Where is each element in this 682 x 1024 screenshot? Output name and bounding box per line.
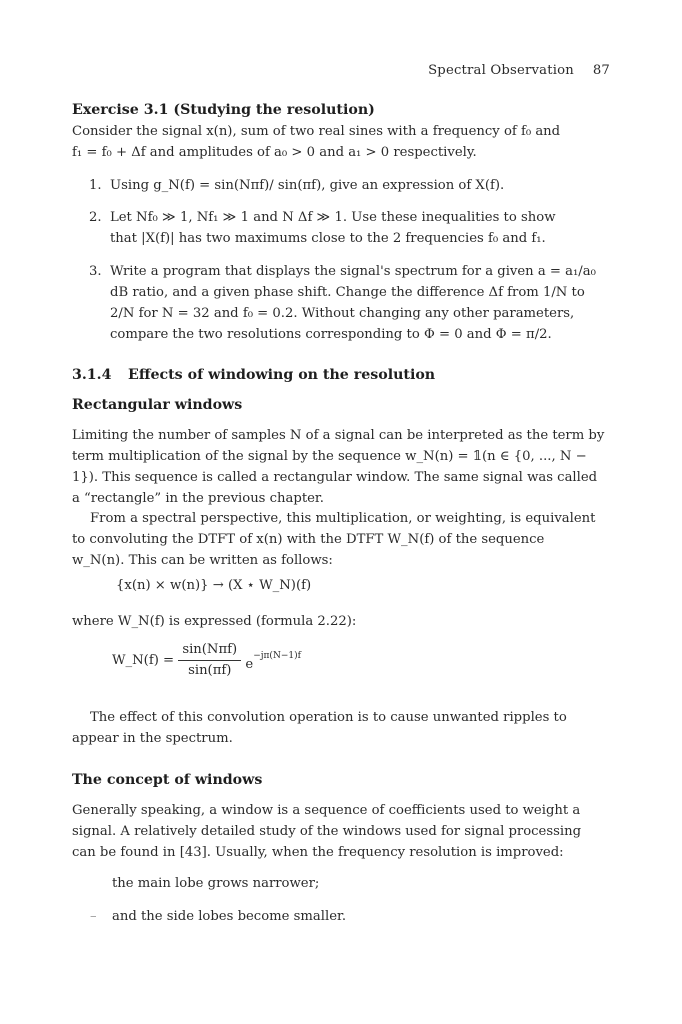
equation-fraction: [178, 640, 241, 681]
bullet-marker: –: [90, 876, 97, 891]
exercise-item-line: compare the two resolutions corresponding to Φ = 0 and Φ = π/2.: [110, 327, 552, 342]
exercise-item-line: Let Nf₀ ≫ 1, Nf₁ ≫ 1 and N Δf ≫ 1. Use these inequalities to show: [110, 210, 556, 225]
section-number: 3.1.4: [72, 367, 112, 383]
running-head: [428, 60, 610, 81]
paragraph-line: w_N(n). This can be written as follows:: [72, 553, 333, 568]
equation-denominator: sin(πf): [188, 663, 232, 678]
bullet-item: [90, 876, 319, 891]
exercise-intro-line: f₁ = f₀ + Δf and amplitudes of a₀ > 0 and a₁ > 0 respectively.: [72, 145, 477, 160]
exercise-item-number: 1.: [89, 178, 102, 193]
equation-convolution: {x(n) × w(n)} → (X ⋆ W_N)(f): [116, 578, 312, 593]
equation-lhs: W_N(f) =: [112, 653, 175, 668]
exercise-title: Exercise 3.1 (Studying the resolution): [72, 102, 375, 118]
section-heading: [72, 367, 435, 383]
equation-numerator: sin(Nπf): [178, 640, 241, 661]
paragraph-line: to convoluting the DTFT of x(n) with the DTFT W_N(f) of the sequence: [72, 532, 545, 547]
equation-exponent: −jπ(N−1)f: [253, 651, 301, 661]
exercise-item-line: Write a program that displays the signal's spectrum for a given a = a₁/a₀: [110, 264, 596, 279]
exercise-intro-line: Consider the signal x(n), sum of two real sines with a frequency of f₀ and: [72, 124, 561, 139]
bullet-text: the main lobe grows narrower;: [112, 876, 320, 891]
page-number: 87: [592, 63, 610, 78]
exercise-item-line: 2/N for N = 32 and f₀ = 0.2. Without changing any other parameters,: [110, 306, 575, 321]
paragraph-line: signal. A relatively detailed study of the windows used for signal processing: [72, 824, 582, 839]
paragraph-line: term multiplication of the signal by the sequence w_N(n) = 𝟙(n ∈ {0, ..., N −: [72, 449, 587, 464]
bullet-text: and the side lobes become smaller.: [112, 909, 347, 924]
equation-window-dtft: [112, 640, 301, 681]
section-title: Effects of windowing on the resolution: [128, 367, 436, 383]
running-head-title: Spectral Observation: [428, 63, 574, 78]
paragraph-line: The effect of this convolution operation is to cause unwanted ripples to: [90, 710, 567, 725]
exercise-item-3: [89, 261, 610, 345]
exercise-item-1: [89, 175, 610, 196]
paragraph-line: Generally speaking, a window is a sequence of coefficients used to weight a: [72, 803, 581, 818]
where-line: where W_N(f) is expressed (formula 2.22):: [72, 614, 357, 629]
exercise-item-line: that |X(f)| has two maximums close to the 2 frequencies f₀ and f₁.: [110, 231, 546, 246]
exercise-intro: [72, 121, 610, 163]
subsection-heading-rectangular: Rectangular windows: [72, 397, 243, 413]
rect-paragraph-1: [72, 425, 610, 509]
exercise-item-2: [89, 207, 610, 249]
concept-paragraph: [72, 800, 610, 863]
exercise-item-number: 3.: [89, 264, 102, 279]
equation-exp-base: e: [245, 657, 254, 672]
rect-paragraph-3: [72, 707, 610, 749]
paragraph-line: 1}). This sequence is called a rectangular window. The same signal was called: [72, 470, 598, 485]
subsection-heading-concept: The concept of windows: [72, 772, 263, 788]
paragraph-line: appear in the spectrum.: [72, 731, 233, 746]
paragraph-line: a “rectangle” in the previous chapter.: [72, 491, 324, 506]
exercise-item-line: dB ratio, and a given phase shift. Change the difference Δf from 1/N to: [110, 285, 585, 300]
paragraph-line: From a spectral perspective, this multiplication, or weighting, is equivalent: [90, 511, 596, 526]
paragraph-line: Limiting the number of samples N of a signal can be interpreted as the term by: [72, 428, 605, 443]
paragraph-line: can be found in [43]. Usually, when the frequency resolution is improved:: [72, 845, 564, 860]
exercise-item-number: 2.: [89, 210, 102, 225]
rect-paragraph-2: [72, 508, 610, 571]
bullet-item: [90, 909, 346, 924]
exercise-item-line: Using g_N(f) = sin(Nπf)/ sin(πf), give an expression of X(f).: [110, 178, 505, 193]
bullet-marker: –: [90, 909, 97, 924]
